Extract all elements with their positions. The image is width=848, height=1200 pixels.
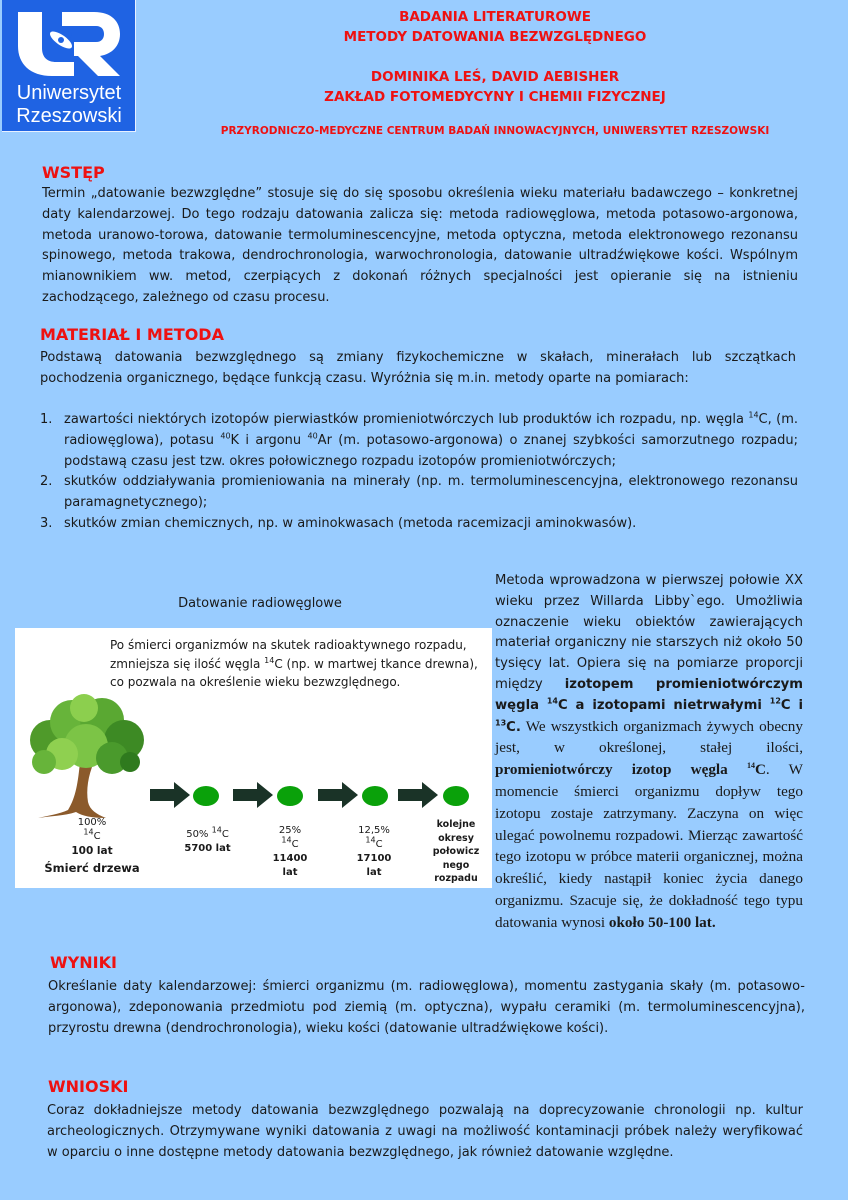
arrow-right-icon bbox=[150, 782, 190, 808]
results-text: Określanie daty kalendarzowej: śmierci organizmu (m. radiowęglowa), momentu zastygania skały (m. potasowo-argonowa), zdeponowania przedmiotu pod ziemią (m. optyczna), wypału ceramiki (m. termoluminescencyjna), przyrostu drewna (dendrochronologia), wieku kości (datowanie ultradźwiękowe kości). bbox=[48, 979, 805, 1036]
poster-authors: DOMINIKA LEŚ, DAVID AEBISHER bbox=[370, 69, 620, 85]
arrow-right-icon bbox=[233, 782, 273, 808]
diagram-caption: Po śmierci organizmów na skutek radioaktywnego rozpadu, zmniejsza się ilość węgla $^{14}$C (np. w martwej tkance drewna), co pozwala na określenie wieku bezwzględnego. bbox=[110, 638, 478, 689]
poster-title-line2: METODY DATOWANIA BEZWZGLĘDNEGO bbox=[343, 29, 647, 45]
intro-text: Termin „datowanie bezwzględne” stosuje się do się sposobu określenia wieku materiału badawczego – konkretnej daty kalendarzowej. Do tego rodzaju datowania zalicza się: metoda radiowęglowa, metoda potasowo-argonowa, metoda uranowo-torowa, datowanie termoluminescencyjne, metoda optyczna, metoda elektronowego rezonansu spinowego, metoda trakowa, dendrochronologia, warwochronologia, datowanie ultradźwiękowe kości. Wspólnym mianownikiem ww. metod, czerpiących z dokonań różnych specjalności jest opieranie się na istnieniu zachodzącego, zależnego od czasu procesu. bbox=[42, 186, 798, 305]
method-intro-text: Podstawą datowania bezwzględnego są zmiany fizykochemiczne w skałach, minerałach lub szczątkach pochodzenia organicznego, będące funkcją czasu. Wyróżnia się m.in. metody oparte na pomiarach: bbox=[40, 350, 796, 386]
conclusions-heading: WNIOSKI bbox=[48, 1077, 129, 1096]
results-heading: WYNIKI bbox=[50, 953, 117, 972]
poster-department: ZAKŁAD FOTOMEDYCYNY I CHEMII FIZYCZNEJ bbox=[324, 89, 666, 105]
sample-dot-icon bbox=[193, 786, 219, 806]
university-logo bbox=[2, 0, 136, 132]
stage-label-25: 25% $^{14}$C 11400 lat bbox=[272, 825, 308, 878]
poster-institution: PRZYRODNICZO-MEDYCZNE CENTRUM BADAŃ INNOWACYJNYCH, UNIWERSYTET RZESZOWSKI bbox=[220, 125, 770, 137]
ur-logo-icon bbox=[16, 10, 122, 78]
arrow-right-icon bbox=[318, 782, 358, 808]
method-list-item: 3. skutków zmian chemicznych, np. w aminokwasach (metoda racemizacji aminokwasów). bbox=[40, 515, 637, 531]
arrow-right-icon bbox=[398, 782, 438, 808]
conclusions-text: Coraz dokładniejsze metody datowania bezwzględnego pozwalają na doprecyzowanie chronologii np. kultur archeologicznych. Otrzymywane wyniki datowania z uwagi na możliwość kontaminacji próbek należy weryfikować w oparciu o inne dostępne metody datowania bezwzględnego, jak również datowanie względne. bbox=[47, 1103, 803, 1160]
diagram-title: Datowanie radiowęglowe bbox=[178, 596, 342, 611]
stage-label-100: 100% $^{14}$C 100 lat Śmierć drzewa bbox=[44, 817, 140, 875]
tree-icon bbox=[20, 692, 150, 822]
method-heading: MATERIAŁ I METODA bbox=[40, 325, 224, 344]
sample-dot-icon bbox=[362, 786, 388, 806]
logo-line1: Uniwersytet bbox=[16, 82, 122, 104]
stage-label-12-5: 12,5% $^{14}$C 17100 lat bbox=[356, 825, 392, 878]
libby-method-text: Metoda wprowadzona w pierwszej połowie XX wieku przez Willarda Libby`ego. Umożliwia oznaczenie wieku obiektów zawierających materiał organiczny nie starszych niż około 50 tysięcy lat. Opiera się na pomiarze proporcji między izotopem promieniotwórczym węgla $^{14}$C a izotopami nietrwałymi $^{12}$C i $^{13}$C. We wszystkich organizmach żywych obecny jest, w określonej, stałej ilości, promieniotwórczy izotop węgla $^{14}$C. W momencie śmierci organizmu dopływ tego izotopu zostaje zatrzymany. Zaczyna on więc ulegać powolnemu rozpadowi. Mierząc zawartość tego izotopu w próbce materii organicznej, można określić, kiedy nastąpił koniec życia danego organizmu. Szacuje się, że dokładność tego typu datowania wynosi około 50-100 lat. bbox=[495, 573, 803, 931]
radiocarbon-diagram bbox=[15, 628, 492, 888]
sample-dot-icon bbox=[277, 786, 303, 806]
stage-label-50: 50% $^{14}$C 5700 lat bbox=[184, 825, 231, 854]
stage-label-further: kolejne okresy połowicz nego rozpadu bbox=[432, 819, 480, 884]
sample-dot-icon bbox=[443, 786, 469, 806]
intro-heading: WSTĘP bbox=[42, 163, 105, 182]
method-list-item: 1. zawartości niektórych izotopów pierwiastków promieniotwórczych lub produktów ich rozpadu, np. węgla $^{14}$C, (m. radiowęglowa), potasu $^{40}$K i argonu $^{40}$Ar (m. potasowo-argonowa) o znanej szybkości samorzutnego rozpadu; podstawą czasu jest tzw. okres połowicznego rozpadu izotopów promieniotwórczych; bbox=[40, 410, 798, 469]
method-list-item: 2. skutków oddziaływania promieniowania na minerały (np. m. termoluminescencyjna, elektronowego rezonansu paramagnetycznego); bbox=[40, 474, 798, 511]
logo-line2: Rzeszowski bbox=[16, 105, 122, 127]
method-list bbox=[40, 410, 798, 535]
poster-title-line1: BADANIA LITERATUROWE bbox=[399, 9, 591, 25]
